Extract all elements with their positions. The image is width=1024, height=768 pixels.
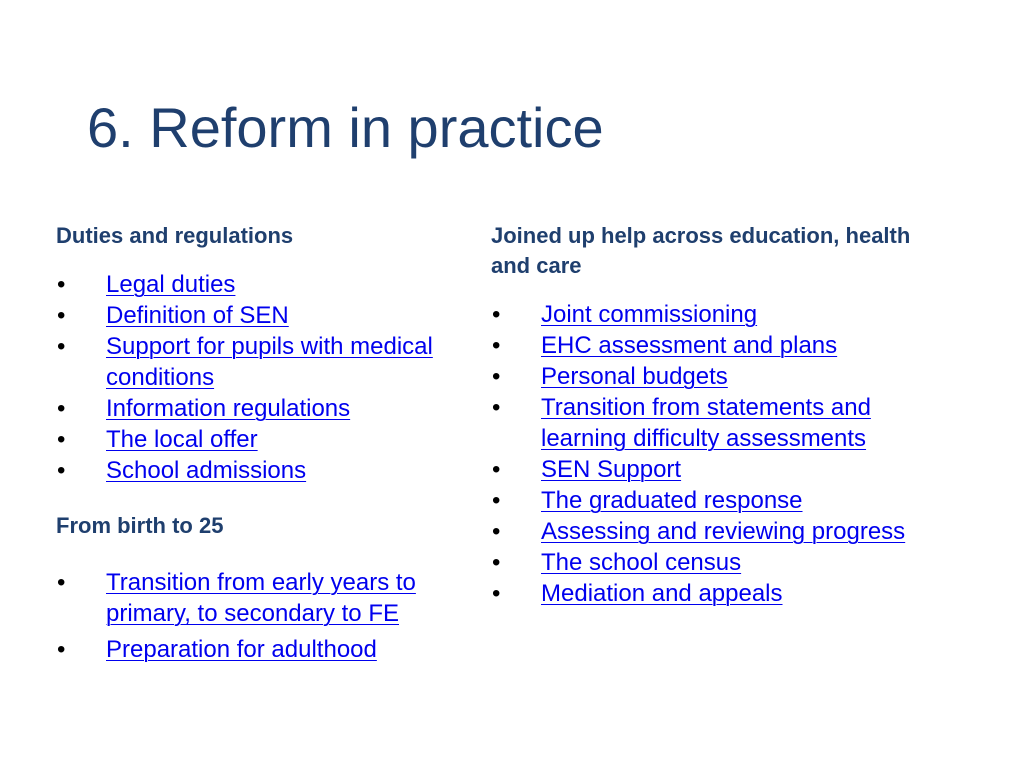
list-item (491, 299, 951, 330)
section-heading-joined-up-help: Joined up help across education, health and care (491, 223, 911, 278)
bullet-icon: • (492, 549, 501, 576)
link-legal-duties[interactable]: Legal duties (106, 271, 236, 298)
link-sen-support[interactable]: SEN Support (541, 456, 682, 483)
list-item (491, 454, 951, 485)
bullet-icon: • (492, 394, 501, 421)
link-ehc-assessment[interactable]: EHC assessment and plans (541, 332, 838, 359)
link-definition-of-sen[interactable]: Definition of SEN (106, 302, 289, 329)
joined-up-help-list (491, 299, 951, 609)
bullet-icon: • (57, 569, 66, 596)
link-support-medical-conditions[interactable]: Support for pupils with medical conditions (106, 333, 433, 391)
link-information-regulations[interactable]: Information regulations (106, 395, 351, 422)
link-preparation-adulthood[interactable]: Preparation for adulthood (106, 636, 377, 663)
list-item (56, 455, 436, 486)
bullet-icon: • (57, 426, 66, 453)
list-item (56, 634, 436, 665)
bullet-icon: • (492, 580, 501, 607)
left-column (56, 221, 436, 665)
list-item (56, 300, 436, 331)
link-transition-early-years[interactable]: Transition from early years to primary, to secondary to FE (106, 569, 416, 627)
bullet-icon: • (492, 518, 501, 545)
list-item (56, 424, 436, 455)
list-item (56, 269, 436, 300)
list-item (491, 361, 951, 392)
section-heading-birth-to-25: From birth to 25 (56, 513, 224, 538)
bullet-icon: • (492, 332, 501, 359)
duties-list (56, 269, 436, 486)
birth-to-25-list (56, 567, 436, 665)
list-item (491, 547, 951, 578)
list-item (491, 516, 951, 547)
link-local-offer[interactable]: The local offer (106, 426, 258, 453)
bullet-icon: • (492, 487, 501, 514)
section-heading-duties: Duties and regulations (56, 223, 294, 248)
bullet-icon: • (57, 333, 66, 360)
bullet-icon: • (492, 456, 501, 483)
list-item (491, 578, 951, 609)
link-assessing-progress[interactable]: Assessing and reviewing progress (541, 518, 906, 545)
list-item (56, 567, 436, 629)
link-personal-budgets[interactable]: Personal budgets (541, 363, 728, 390)
list-item (491, 392, 951, 454)
right-column (491, 221, 951, 609)
bullet-icon: • (57, 302, 66, 329)
link-school-admissions[interactable]: School admissions (106, 457, 307, 484)
bullet-icon: • (57, 636, 66, 663)
list-item (491, 330, 951, 361)
link-school-census[interactable]: The school census (541, 549, 742, 576)
bullet-icon: • (492, 301, 501, 328)
list-item (56, 331, 436, 393)
bullet-icon: • (57, 271, 66, 298)
list-item (491, 485, 951, 516)
link-joint-commissioning[interactable]: Joint commissioning (541, 301, 758, 328)
slide-title: 6. Reform in practice (87, 96, 604, 159)
list-item (56, 393, 436, 424)
link-graduated-response[interactable]: The graduated response (541, 487, 803, 514)
bullet-icon: • (492, 363, 501, 390)
link-transition-from-statements[interactable]: Transition from statements and learning difficulty assessments (541, 394, 871, 452)
link-mediation-appeals[interactable]: Mediation and appeals (541, 580, 783, 607)
bullet-icon: • (57, 395, 66, 422)
bullet-icon: • (57, 457, 66, 484)
